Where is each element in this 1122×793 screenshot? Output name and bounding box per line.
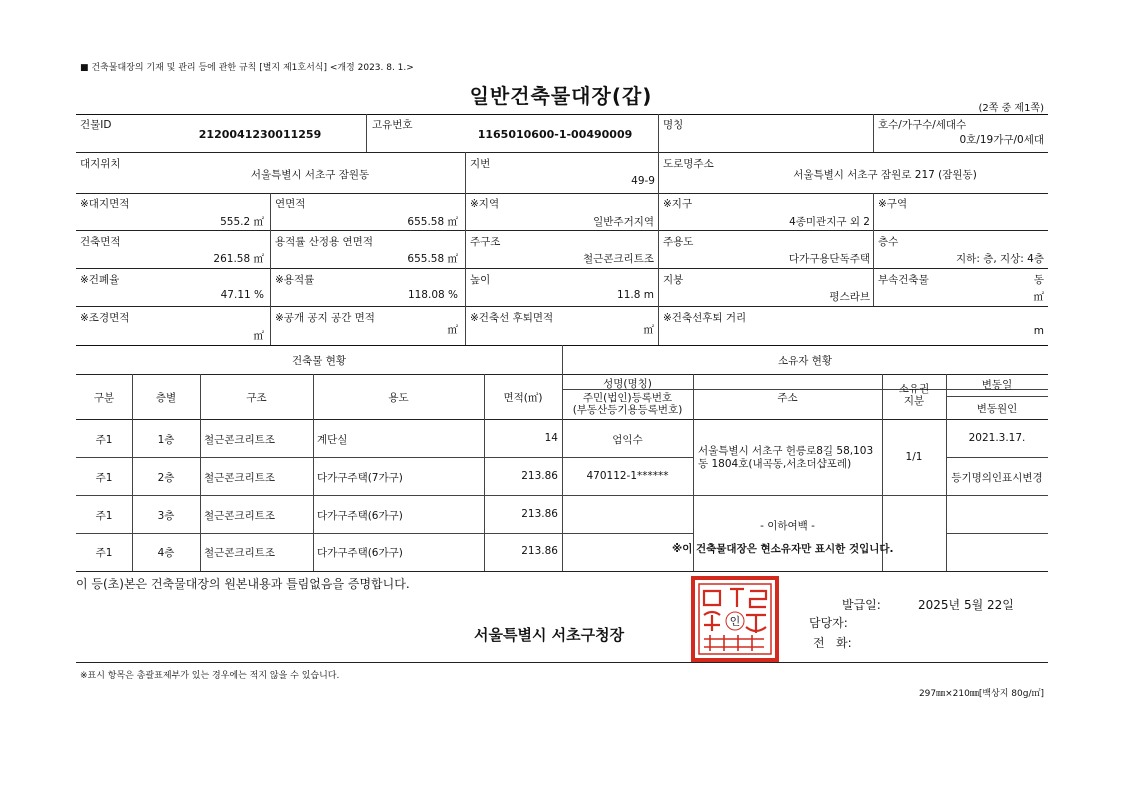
col-share-2: 지분 [903,395,925,407]
row-divider [76,193,1048,194]
owner-name: 엄익수 [612,434,643,446]
cell-area: 14 [544,432,558,444]
public-space-label: ※공개 공지 공간 면적 [275,312,375,324]
footer-divider [76,662,1048,663]
officer-label: 담당자: [809,616,848,630]
col-address: 주소 [777,392,798,404]
district-value: 4종미관지구 외 2 [789,216,870,228]
col-divider [658,152,659,193]
page-indicator: (2쪽 중 제1쪽) [978,103,1044,114]
col-use: 용도 [388,392,409,404]
row-divider [76,152,1048,153]
lot-label: 지번 [470,158,491,170]
far-floor-area: 655.58 ㎡ [407,253,458,265]
col-divider [873,114,874,152]
bcr-label: ※건폐율 [80,274,120,286]
issue-date-label: 발급일: [842,598,881,612]
issuer-name: 서울특별시 서초구청장 [474,626,625,644]
cell-use: 다가구주택(6가구) [317,547,403,559]
cell-floor: 4층 [157,547,175,559]
table-top-border [76,114,1048,115]
cell-structure: 철근콘크리트조 [204,547,276,559]
cell-structure: 철근콘크리트조 [204,434,276,446]
cell-floor: 3층 [157,510,175,522]
cell-structure: 철근콘크리트조 [204,510,276,522]
row-divider [946,457,1048,458]
floors-label: 층수 [878,236,899,248]
cell-use: 계단실 [317,434,348,446]
building-id-label: 건물ID [80,119,112,131]
row-divider [946,396,1048,397]
site-location-label: 대지위치 [80,158,121,170]
main-use: 다가구용단독주택 [788,253,870,265]
current-owner-note: ※이 건축물대장은 현소유자만 표시한 것입니다. [672,543,894,555]
annex-label: 부속건축물 [878,274,929,286]
total-floor-area: 655.58 ㎡ [407,216,458,228]
row-divider [76,495,693,496]
area-label: ※구역 [878,198,908,210]
landscape-unit: ㎡ [253,330,264,342]
col-area: 면적(㎡) [503,392,543,404]
owner-address-line1: 서울특별시 서초구 헌릉로8길 58,103 [698,445,874,457]
blank-note: - 이하여백 - [760,520,815,532]
table-bottom-border [76,571,1048,572]
col-owner-name: 성명(명칭) [603,378,652,390]
change-reason: 등기명의인표시변경 [951,472,1043,484]
far-label: ※용적률 [275,274,315,286]
row-divider [76,457,693,458]
total-floor-area-label: 연면적 [275,198,306,210]
cell-division: 주1 [95,510,113,522]
col-division: 구분 [93,392,115,404]
seal-mark: 인 [729,615,741,628]
col-floor: 층별 [155,392,177,404]
official-seal-stamp [690,575,780,663]
main-structure: 철근콘크리트조 [582,253,654,265]
col-divider [873,193,874,306]
cell-division: 주1 [95,434,113,446]
far-value: 118.08 % [407,289,458,301]
setback-area-label: ※건축선 후퇴면적 [470,312,554,324]
main-use-label: 주용도 [663,236,694,248]
row-divider [946,533,1048,534]
setback-area-unit: ㎡ [643,324,654,336]
row-divider [76,533,562,534]
document-title: 일반건축물대장(갑) [469,84,653,108]
annex-unit-count: 동 [1033,274,1044,286]
footer-note: ※표시 항목은 총괄표제부가 있는 경우에는 적지 않을 수 있습니다. [80,671,340,681]
phone-label: 전 화: [813,636,852,650]
owner-share: 1/1 [905,451,923,463]
col-divider [465,193,466,345]
lot-number: 49-9 [631,175,655,187]
landscape-label: ※조경면적 [80,312,130,324]
building-id: 2120041230011259 [198,128,322,141]
certification-statement: 이 등(초)본은 건축물대장의 원본내용과 틀림없음을 증명합니다. [76,577,410,591]
cell-area: 213.86 [521,470,558,482]
row-divider [693,495,1048,496]
far-floor-area-label: 용적률 산정용 연면적 [275,236,373,248]
site-location: 서울특별시 서초구 잠원동 [250,169,370,181]
col-divider [658,193,659,345]
units-label: 호수/가구수/세대수 [878,119,967,131]
cell-division: 주1 [95,547,113,559]
building-area: 261.58 ㎡ [213,253,264,265]
building-status-header: 건축물 현황 [291,355,347,367]
cell-division: 주1 [95,472,113,484]
paper-spec: 297㎜×210㎜[백상지 80g/㎡] [918,689,1044,699]
col-change-reason: 변동원인 [976,403,1018,415]
setback-distance-unit: m [1033,325,1044,337]
col-structure: 구조 [246,392,267,404]
cell-structure: 철근콘크리트조 [204,472,276,484]
col-divider [465,152,466,193]
row-divider [76,306,1048,307]
main-structure-label: 주구조 [470,236,501,248]
building-area-label: 건축면적 [80,236,121,248]
col-divider [658,114,659,152]
col-share-1: 소유권 [898,383,930,395]
units-value: 0호/19가구/0세대 [959,134,1044,146]
setback-distance-label: ※건축선후퇴 거리 [663,312,747,324]
district-label: ※지구 [663,198,693,210]
bcr-value: 47.11 % [220,289,264,301]
owner-reg-no: 470112-1****** [586,470,669,482]
col-change-date: 변동일 [981,379,1013,391]
unique-no-label: 고유번호 [372,119,413,131]
col-owner-reg-1: 주민(법인)등록번호 [582,392,673,404]
unique-no: 1165010600-1-00490009 [477,128,633,141]
site-area: 555.2 ㎡ [220,216,264,228]
regulation-note: ■ 건축물대장의 기재 및 관리 등에 관한 규칙 [별지 제1호서식] <개정 2023. 8. 1.> [80,63,414,73]
cell-use: 다가구주택(7가구) [317,472,403,484]
floors-value: 지하: 층, 지상: 4층 [956,253,1044,265]
height-value: 11.8 m [617,289,654,301]
issue-date: 2025년 5월 22일 [918,598,1014,612]
roof-value: 평스라브 [829,291,870,303]
col-owner-reg-2: (부동산등기용등록번호) [572,404,683,416]
road-address: 서울특별시 서초구 잠원로 217 (잠원동) [793,169,977,181]
name-label: 명칭 [663,119,684,131]
row-divider [562,533,693,534]
cell-area: 213.86 [521,545,558,557]
col-divider [270,193,271,345]
roof-label: 지붕 [663,274,684,286]
public-space-unit: ㎡ [447,324,458,336]
col-divider [366,114,367,152]
cell-floor: 1층 [157,434,175,446]
owner-status-header: 소유자 현황 [777,355,833,367]
owner-address-line2: 동 1804호(내곡동,서초더샵포레) [698,458,852,470]
road-address-label: 도로명주소 [663,158,714,170]
cell-area: 213.86 [521,508,558,520]
zone-value: 일반주거지역 [593,216,654,228]
cell-use: 다가구주택(6가구) [317,510,403,522]
row-divider [76,268,1048,269]
row-divider [76,230,1048,231]
height-label: 높이 [470,274,491,286]
site-area-label: ※대지면적 [80,198,130,210]
zone-label: ※지역 [470,198,500,210]
cell-floor: 2층 [157,472,175,484]
change-date: 2021.3.17. [968,432,1026,444]
annex-unit-area: ㎡ [1033,291,1044,303]
